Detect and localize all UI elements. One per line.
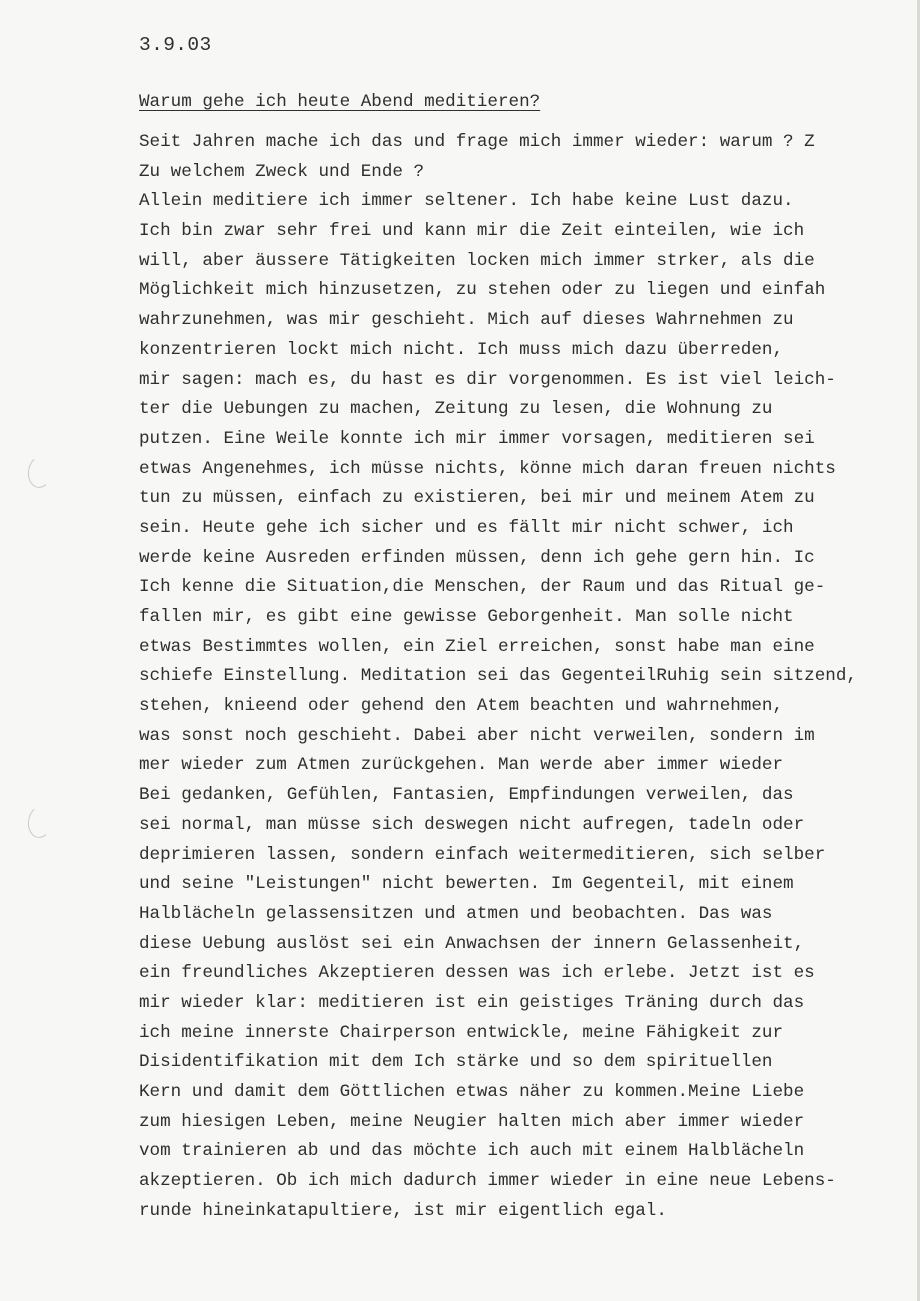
text-line: Zu welchem Zweck und Ende ? xyxy=(139,161,425,182)
text-line: will, aber äussere Tätigkeiten locken mich immer strker, als die xyxy=(139,250,815,271)
text-line: sein. Heute gehe ich sicher und es fällt mir nicht schwer, ich xyxy=(139,517,794,538)
text-line: diese Uebung auslöst sei ein Anwachsen der innern Gelassenheit, xyxy=(139,933,805,954)
text-line: vom trainieren ab und das möchte ich auch mit einem Halblächeln xyxy=(139,1141,805,1162)
text-line: etwas Angenehmes, ich müsse nichts, könne mich daran freuen nichts xyxy=(139,458,836,479)
text-line: Möglichkeit mich hinzusetzen, zu stehen oder zu liegen und einfah xyxy=(139,280,826,301)
punch-hole-top xyxy=(26,454,54,489)
text-line: mir wieder klar: meditieren ist ein geistiges Träning durch das xyxy=(139,992,805,1013)
text-line: akzeptieren. Ob ich mich dadurch immer wieder in eine neue Lebens- xyxy=(139,1171,836,1192)
text-line: deprimieren lassen, sondern einfach weitermeditieren, sich selber xyxy=(139,844,826,865)
text-line: was sonst noch geschieht. Dabei aber nicht verweilen, sondern im xyxy=(139,725,815,746)
text-line: mer wieder zum Atmen zurückgehen. Man werde aber immer wieder xyxy=(139,755,784,776)
text-line: Halblächeln gelassensitzen und atmen und beobachten. Das was xyxy=(139,903,773,924)
text-line: ter die Uebungen zu machen, Zeitung zu lesen, die Wohnung zu xyxy=(139,399,773,420)
text-line: werde keine Ausreden erfinden müssen, denn ich gehe gern hin. Ic xyxy=(139,547,815,568)
text-line: Disidentifikation mit dem Ich stärke und so dem spirituellen xyxy=(139,1052,773,1073)
text-line: und seine "Leistungen" nicht bewerten. Im Gegenteil, mit einem xyxy=(139,874,794,895)
text-line: ein freundliches Akzeptieren dessen was ich erlebe. Jetzt ist es xyxy=(139,963,815,984)
text-line: ich meine innerste Chairperson entwickle, meine Fähigkeit zur xyxy=(139,1022,784,1043)
text-line: konzentrieren lockt mich nicht. Ich muss mich dazu überreden, xyxy=(139,339,784,360)
text-line: zum hiesigen Leben, meine Neugier halten mich aber immer wieder xyxy=(139,1111,805,1132)
text-line: Seit Jahren mache ich das und frage mich immer wieder: warum ? Z xyxy=(139,132,815,152)
text-line: stehen, knieend oder gehend den Atem beachten und wahrnehmen, xyxy=(139,696,784,717)
text-line: tun zu müssen, einfach zu existieren, bei mir und meinem Atem zu xyxy=(139,488,815,509)
text-line: sei normal, man müsse sich deswegen nicht aufregen, tadeln oder xyxy=(139,814,805,835)
text-line: Bei gedanken, Gefühlen, Fantasien, Empfindungen verweilen, das xyxy=(139,785,794,806)
text-line: fallen mir, es gibt eine gewisse Geborgenheit. Man solle nicht xyxy=(139,607,794,627)
document-date: 3.9.03 xyxy=(139,34,212,56)
text-line: etwas Bestimmtes wollen, ein Ziel erreichen, sonst habe man eine xyxy=(139,636,815,657)
text-line: putzen. Eine Weile konnte ich mir immer vorsagen, meditieren sei xyxy=(139,428,815,449)
text-line: Kern und damit dem Göttlichen etwas näher zu kommen.Meine Liebe xyxy=(139,1082,805,1102)
punch-hole-bottom xyxy=(26,804,54,839)
text-line: Ich kenne die Situation,die Menschen, der Raum und das Ritual ge- xyxy=(139,577,826,598)
text-line: runde hineinkatapultiere, ist mir eigentlich egal. xyxy=(139,1200,667,1221)
text-line: schiefe Einstellung. Meditation sei das GegenteilRuhig sein sitzend, xyxy=(139,666,857,687)
document-body xyxy=(139,128,857,1226)
text-line: Allein meditiere ich immer seltener. Ich habe keine Lust dazu. xyxy=(139,191,794,212)
text-line: wahrzunehmen, was mir geschieht. Mich auf dieses Wahrnehmen zu xyxy=(139,310,794,331)
document-title: Warum gehe ich heute Abend meditieren? xyxy=(139,92,541,112)
text-line: mir sagen: mach es, du hast es dir vorgenommen. Es ist viel leich- xyxy=(139,369,836,390)
text-line: Ich bin zwar sehr frei und kann mir die Zeit einteilen, wie ich xyxy=(139,221,805,242)
